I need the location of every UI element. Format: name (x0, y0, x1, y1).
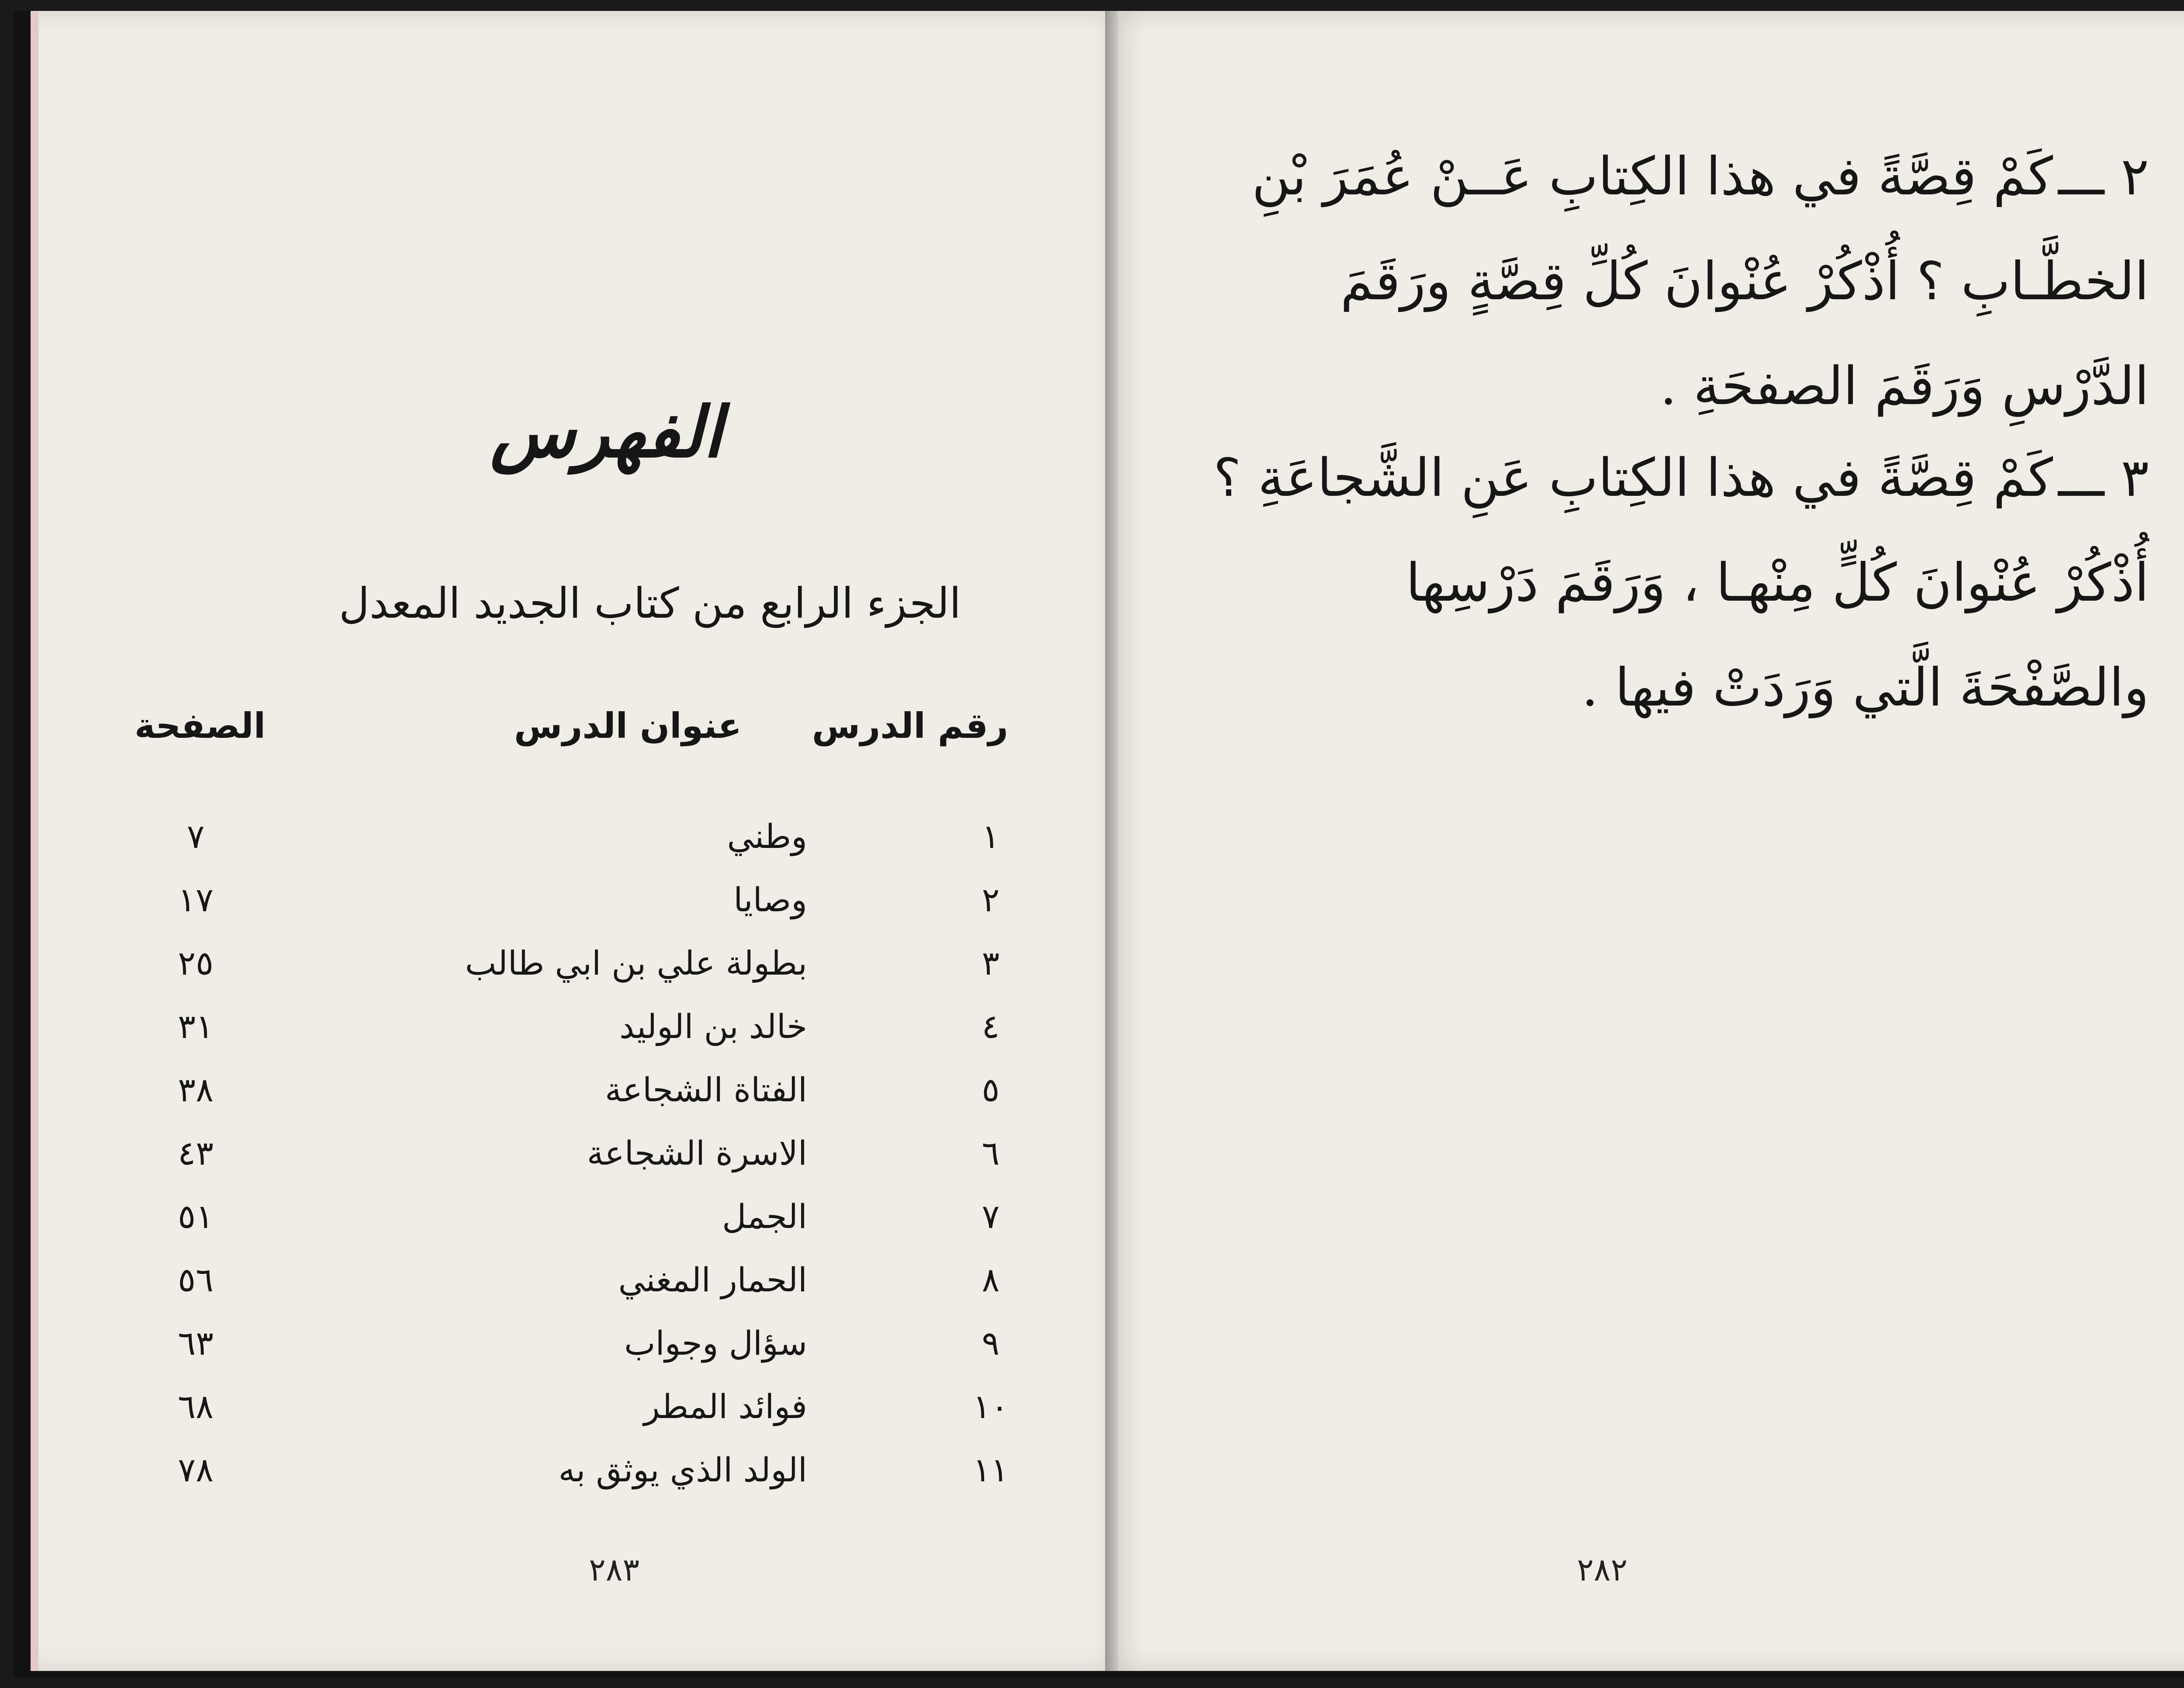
toc-row (143, 1249, 1017, 1311)
book-gutter (1105, 11, 1118, 1671)
toc-page-number: ٥١ (178, 1197, 214, 1236)
toc-row (143, 1059, 1017, 1121)
toc-lesson-title: الاسرة الشجاعة (587, 1134, 807, 1173)
index-title: الفهرس (490, 391, 722, 473)
toc-lesson-number: ٧ (981, 1197, 1000, 1236)
toc-lesson-title: خالد بن الوليد (619, 1007, 807, 1046)
toc-lesson-title: بطولة علي بن ابي طالب (465, 944, 807, 982)
index-page (31, 11, 1130, 1671)
page-number-left: ٢٨٣ (589, 1551, 640, 1588)
question-line: كَمْ قِصَّةً في هذا الكِتابِ عَنِ الشَّجاعَةِ ؟ (1213, 448, 2053, 508)
toc-lesson-number: ٦ (981, 1134, 1000, 1173)
toc-lesson-title: فوائد المطر (643, 1387, 807, 1426)
toc-page-number: ٧٨ (178, 1450, 214, 1489)
toc-row (143, 806, 1017, 867)
toc-lesson-number: ١١ (973, 1450, 1009, 1489)
toc-page-number: ٢٥ (178, 944, 214, 982)
header-page: الصفحة (134, 706, 266, 746)
question-line: والصَّفْحَةَ الَّتي وَرَدَتْ فيها . (1581, 657, 2149, 718)
toc-page-number: ١٧ (178, 880, 214, 919)
question-number: ٣ ـــ (2058, 448, 2149, 508)
toc-page-number: ٤٣ (178, 1134, 214, 1173)
question-line: أُذْكُرْ عُنْوانَ كُلٍّ مِنْهـا ، وَرَقَمَ دَرْسِها (1406, 553, 2149, 613)
toc-lesson-title: الفتاة الشجاعة (605, 1070, 807, 1109)
question-line: الدَّرْسِ وَرَقَمَ الصفحَةِ . (1660, 356, 2149, 417)
toc-lesson-title: الحمار المغني (618, 1260, 807, 1299)
toc-page-number: ٣٨ (178, 1070, 214, 1109)
toc-lesson-number: ٨ (981, 1260, 1000, 1299)
question-2 (1210, 125, 2149, 439)
toc-lesson-title: وصايا (733, 880, 807, 919)
toc-row (143, 1439, 1017, 1501)
header-lesson-number: رقم الدرس (812, 706, 1008, 746)
question-number: ٢ ـــ (2058, 146, 2149, 207)
toc-page-number: ٥٦ (178, 1260, 214, 1299)
toc-lesson-number: ٤ (981, 1007, 1000, 1046)
toc-row (143, 1376, 1017, 1437)
toc-row (143, 1123, 1017, 1184)
question-line: كَمْ قِصَّةً في هذا الكِتابِ عَــنْ عُمَرَ بْنِ (1252, 146, 2053, 207)
toc-page-number: ٦٣ (178, 1324, 214, 1363)
toc-row (143, 933, 1017, 994)
toc-row (143, 996, 1017, 1057)
header-lesson-title: عنوان الدرس (514, 706, 742, 746)
page-number-right: ٢٨٢ (1577, 1551, 1628, 1588)
index-subtitle: الجزء الرابع من كتاب الجديد المعدل (339, 579, 961, 628)
toc-row (143, 1313, 1017, 1374)
question-line: الخطَّـابِ ؟ أُذْكُرْ عُنْوانَ كُلِّ قِصَّةٍ ورَقَمَ (1340, 251, 2149, 312)
toc-lesson-title: سؤال وجواب (624, 1324, 807, 1363)
toc-page-number: ٦٨ (178, 1387, 214, 1426)
toc-lesson-number: ٥ (981, 1070, 1000, 1109)
toc-lesson-number: ٢ (981, 880, 1000, 919)
toc-lesson-number: ٣ (981, 944, 1000, 982)
toc-lesson-title: الولد الذي يوثق به (558, 1450, 807, 1489)
toc-lesson-title: وطني (727, 817, 807, 856)
question-3 (1210, 426, 2149, 740)
toc-lesson-title: الجمل (722, 1197, 807, 1236)
toc-row (143, 869, 1017, 930)
toc-lesson-number: ١٠ (973, 1387, 1009, 1426)
toc-row (143, 1186, 1017, 1247)
toc-lesson-number: ١ (981, 817, 1000, 856)
questions-page (1105, 11, 2184, 1671)
toc-lesson-number: ٩ (981, 1324, 1000, 1363)
open-book (13, 11, 2184, 1678)
toc-page-number: ٧ (187, 817, 205, 856)
toc-page-number: ٣١ (178, 1007, 214, 1046)
